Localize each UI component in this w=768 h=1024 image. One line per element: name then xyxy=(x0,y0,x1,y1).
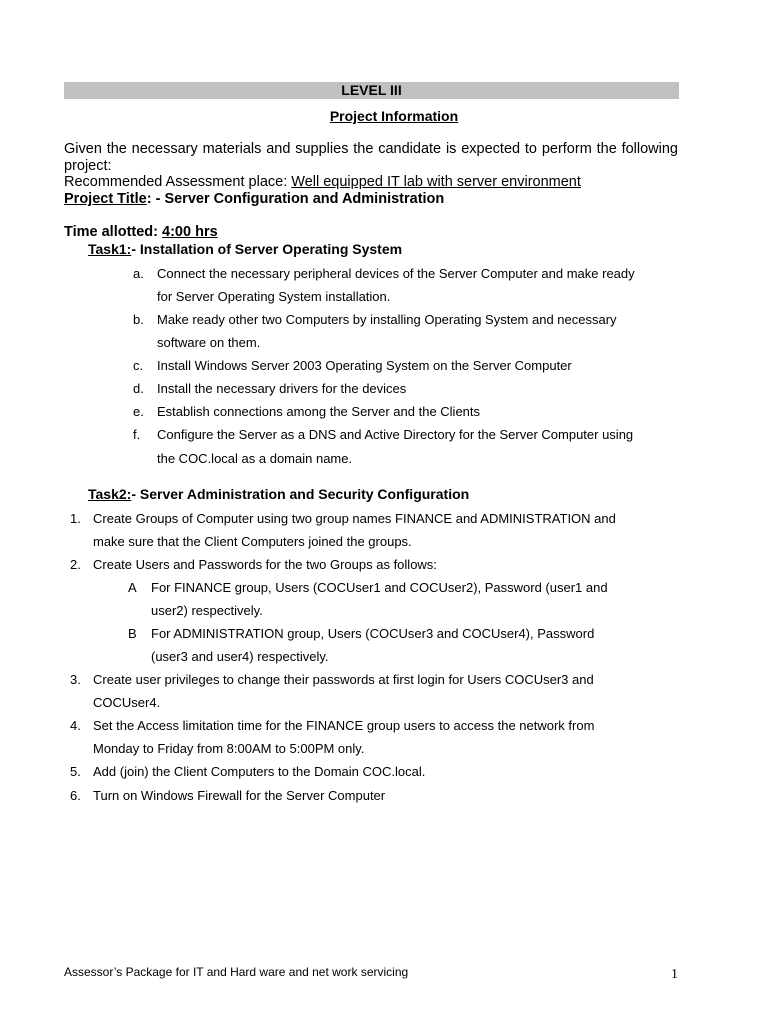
task2-item-A-line2: user2) respectively. xyxy=(151,603,263,618)
task1-item-a-line2: for Server Operating System installation. xyxy=(157,289,391,304)
level-heading: LEVEL III xyxy=(64,82,679,99)
task1-item-f-line2: the COC.local as a domain name. xyxy=(157,451,353,466)
task2-item-5-marker: 5. xyxy=(70,764,81,779)
intro-paragraph: Given the necessary materials and supplies the candidate is expected to perform the following project: xyxy=(64,141,678,174)
project-information-heading xyxy=(0,107,768,125)
time-label: Time allotted: xyxy=(64,224,163,240)
task1-item-a-line1: Connect the necessary peripheral devices of the Server Computer and make ready xyxy=(157,266,635,281)
task2-item-2-marker: 2. xyxy=(70,557,81,572)
task2-title: - Server Administration and Security Configuration xyxy=(131,486,470,502)
task2-item-3-marker: 3. xyxy=(70,672,81,687)
task2-item-3-line2: COCUser4. xyxy=(93,695,161,710)
task2-heading xyxy=(88,486,469,503)
task1-item-f-marker: f. xyxy=(133,427,141,442)
assessment-label: Recommended Assessment place: xyxy=(64,174,292,190)
assessment-value: Well equipped IT lab with server environment xyxy=(291,174,581,190)
assessment-line xyxy=(64,174,581,191)
page-number: 1 xyxy=(671,967,678,982)
project-title-value: : - Server Configuration and Administration xyxy=(146,191,445,207)
task2-item-4-line1: Set the Access limitation time for the FINANCE group users to access the network from xyxy=(93,718,595,733)
task2-item-1-line1: Create Groups of Computer using two group names FINANCE and ADMINISTRATION and xyxy=(93,511,616,526)
task2-item-4-marker: 4. xyxy=(70,718,81,733)
project-information-label: Project Information xyxy=(329,108,459,124)
task2-item-5-line1: Add (join) the Client Computers to the Domain COC.local. xyxy=(93,764,426,779)
task1-item-c-marker: c. xyxy=(133,358,144,373)
task1-item-e-marker: e. xyxy=(133,404,144,419)
task1-label: Task1: xyxy=(88,241,132,257)
task2-label: Task2: xyxy=(88,486,132,502)
task1-item-d-line1: Install the necessary drivers for the devices xyxy=(157,381,407,396)
task1-item-f-line1: Configure the Server as a DNS and Active Directory for the Server Computer using xyxy=(157,427,634,442)
task2-item-6-marker: 6. xyxy=(70,788,81,803)
task2-item-6-line1: Turn on Windows Firewall for the Server Computer xyxy=(93,788,386,803)
task1-title: - Installation of Server Operating System xyxy=(131,241,403,257)
task2-item-B-marker: B xyxy=(128,626,137,641)
task2-item-4-line2: Monday to Friday from 8:00AM to 5:00PM only. xyxy=(93,741,365,756)
task1-heading xyxy=(88,241,402,258)
task1-item-a-marker: a. xyxy=(133,266,144,281)
task2-item-3-line1: Create user privileges to change their passwords at first login for Users COCUser3 and xyxy=(93,672,594,687)
task2-item-A-line1: For FINANCE group, Users (COCUser1 and COCUser2), Password (user1 and xyxy=(151,580,608,595)
task2-item-A-marker: A xyxy=(128,580,137,595)
project-title-label: Project Title xyxy=(64,191,147,207)
time-allotted-line xyxy=(64,224,218,241)
task2-item-2-line1: Create Users and Passwords for the two Groups as follows: xyxy=(93,557,437,572)
task2-item-1-marker: 1. xyxy=(70,511,81,526)
task1-item-d-marker: d. xyxy=(133,381,144,396)
task1-item-c-line1: Install Windows Server 2003 Operating System on the Server Computer xyxy=(157,358,572,373)
page-footer: Assessor’s Package for IT and Hard ware and net work servicing xyxy=(64,965,409,979)
task1-item-b-marker: b. xyxy=(133,312,144,327)
project-title-line xyxy=(64,191,444,208)
task2-item-1-line2: make sure that the Client Computers joined the groups. xyxy=(93,534,412,549)
task1-item-e-line1: Establish connections among the Server and the Clients xyxy=(157,404,481,419)
task2-item-B-line2: (user3 and user4) respectively. xyxy=(151,649,329,664)
task2-item-B-line1: For ADMINISTRATION group, Users (COCUser3 and COCUser4), Password xyxy=(151,626,595,641)
task1-item-b-line2: software on them. xyxy=(157,335,261,350)
time-value: 4:00 hrs xyxy=(162,224,218,240)
task1-item-b-line1: Make ready other two Computers by installing Operating System and necessary xyxy=(157,312,617,327)
